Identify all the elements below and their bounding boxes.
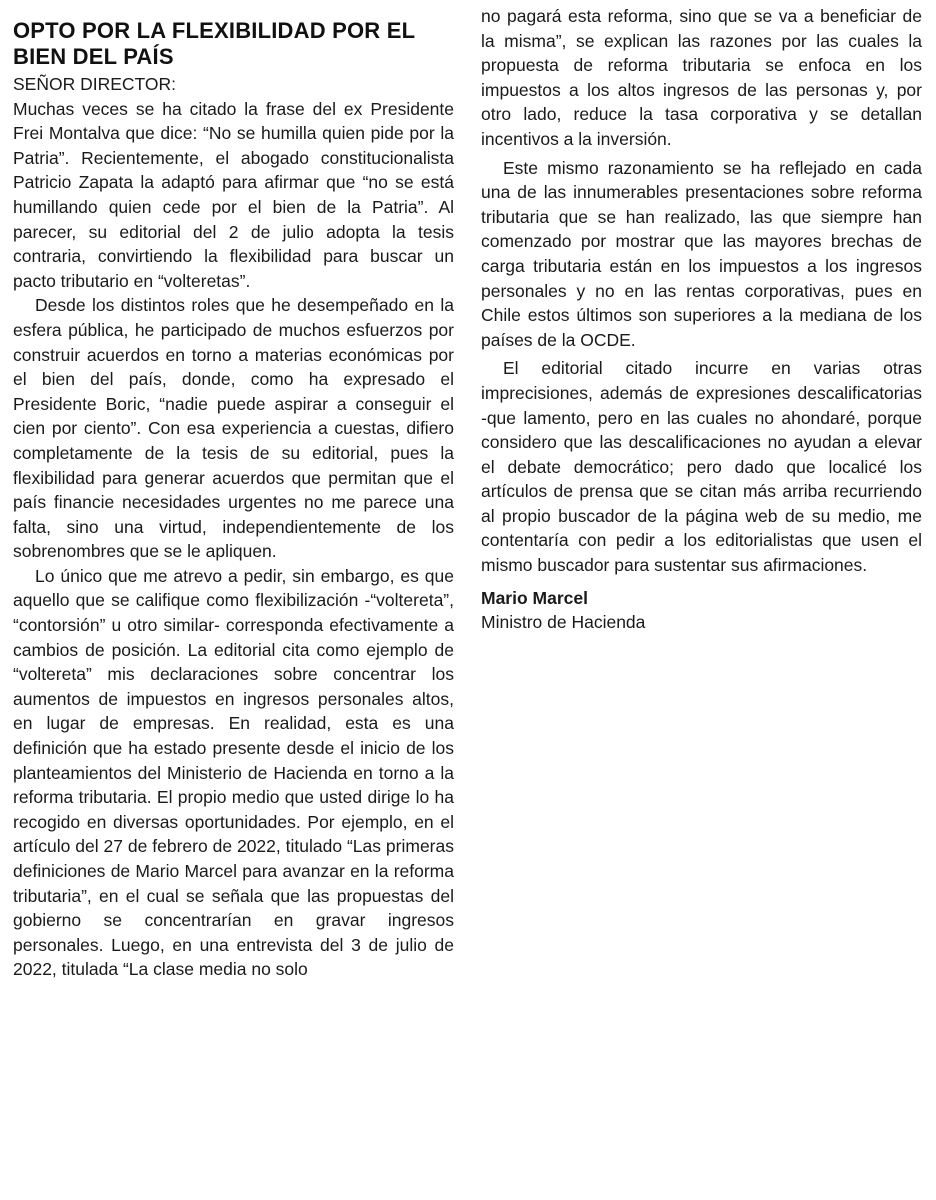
paragraph-2: Desde los distintos roles que he desempeñado en la esfera pública, he participado de muchos esfuerzos por construir acuerdos en torno a materias económicas por el bien del país, donde, como ha expresado el Presidente Boric, “nadie puede aspirar a conseguir el cien por ciento”. Con esa experiencia a cuestas, difiero completamente de la tesis de su editorial, pues la flexibilidad para generar acuerdos que permitan que el país financie necesidades urgentes no me parece una falta, sino una virtud, independientemente de los sobrenombres que se le apliquen. <box>13 295 454 562</box>
paragraph-3-continued: no pagará esta reforma, sino que se va a beneficiar de la misma”, se explican las razones por las cuales la propuesta de reforma tributaria se enfoca en los impuestos a los altos ingresos de las personas y, por otro lado, reduce la tasa corporativa y se detallan incentivos a la inversión. <box>481 6 922 149</box>
paragraph-4: Este mismo razonamiento se ha reflejado en cada una de las innumerables presentaciones sobre reforma tributaria que se han realizado, las que siempre han comenzado por mostrar que las mayores brechas de carga tributaria están en los impuestos a los ingresos personales y no en las rentas corporativas, pues en Chile estos últimos son superiores a la mediana de los países de la OCDE. <box>481 157 922 350</box>
left-column <box>6 0 456 1200</box>
signature-role: Ministro de Hacienda <box>481 611 646 632</box>
article-title: OPTO POR LA FLEXIBILIDAD POR EL BIEN DEL PAÍS <box>13 18 415 69</box>
paragraph-1: Muchas veces se ha citado la frase del ex Presidente Frei Montalva que dice: “No se humilla quien pide por la Patria”. Recientemente, el abogado constitucionalista Patricio Zapata la adaptó para afirmar que “no se está humillando quien cede por el bien de la Patria”. Al parecer, su editorial del 2 de julio adopta la tesis contraria, convirtiendo la flexibilidad para buscar un pacto tributario en “volteretas”. <box>13 98 454 291</box>
salutation: SEÑOR DIRECTOR: <box>13 74 177 94</box>
paragraph-5: El editorial citado incurre en varias otras imprecisiones, además de expresiones descalificatorias -que lamento, pero en las cuales no ahondaré, porque considero que las descalificaciones no ayudan a elevar el debate democrático; pero dado que localicé los artículos de prensa que se citan más arriba recurriendo al propio buscador de la página web de su medio, me contentaría con pedir a los editorialistas que usen el mismo buscador para sustentar sus afirmaciones. <box>481 358 922 576</box>
paragraph-3: Lo único que me atrevo a pedir, sin embargo, es que aquello que se califique como flexibilización -“voltereta”, “contorsión” u otro similar- corresponda efectivamente a cambios de posición. La editorial cita como ejemplo de “voltereta” mis declaraciones sobre concentrar los aumentos de impuestos en ingresos personales altos, en lugar de empresas. En realidad, esta es una definición que ha estado presente desde el inicio de los planteamientos del Ministerio de Hacienda en torno a la reforma tributaria. El propio medio que usted dirige lo ha recogido en diversas oportunidades. Por ejemplo, en el artículo del 27 de febrero de 2022, titulado “Las primeras definiciones de Mario Marcel para avanzar en la reforma tributaria”, en el cual se señala que las propuestas del gobierno se concentrarían en gravar ingresos personales. Luego, en una entrevista del 3 de julio de 2022, titulada “La clase media no solo <box>13 565 454 980</box>
signature-name: Mario Marcel <box>481 587 588 608</box>
right-column <box>474 0 926 1200</box>
